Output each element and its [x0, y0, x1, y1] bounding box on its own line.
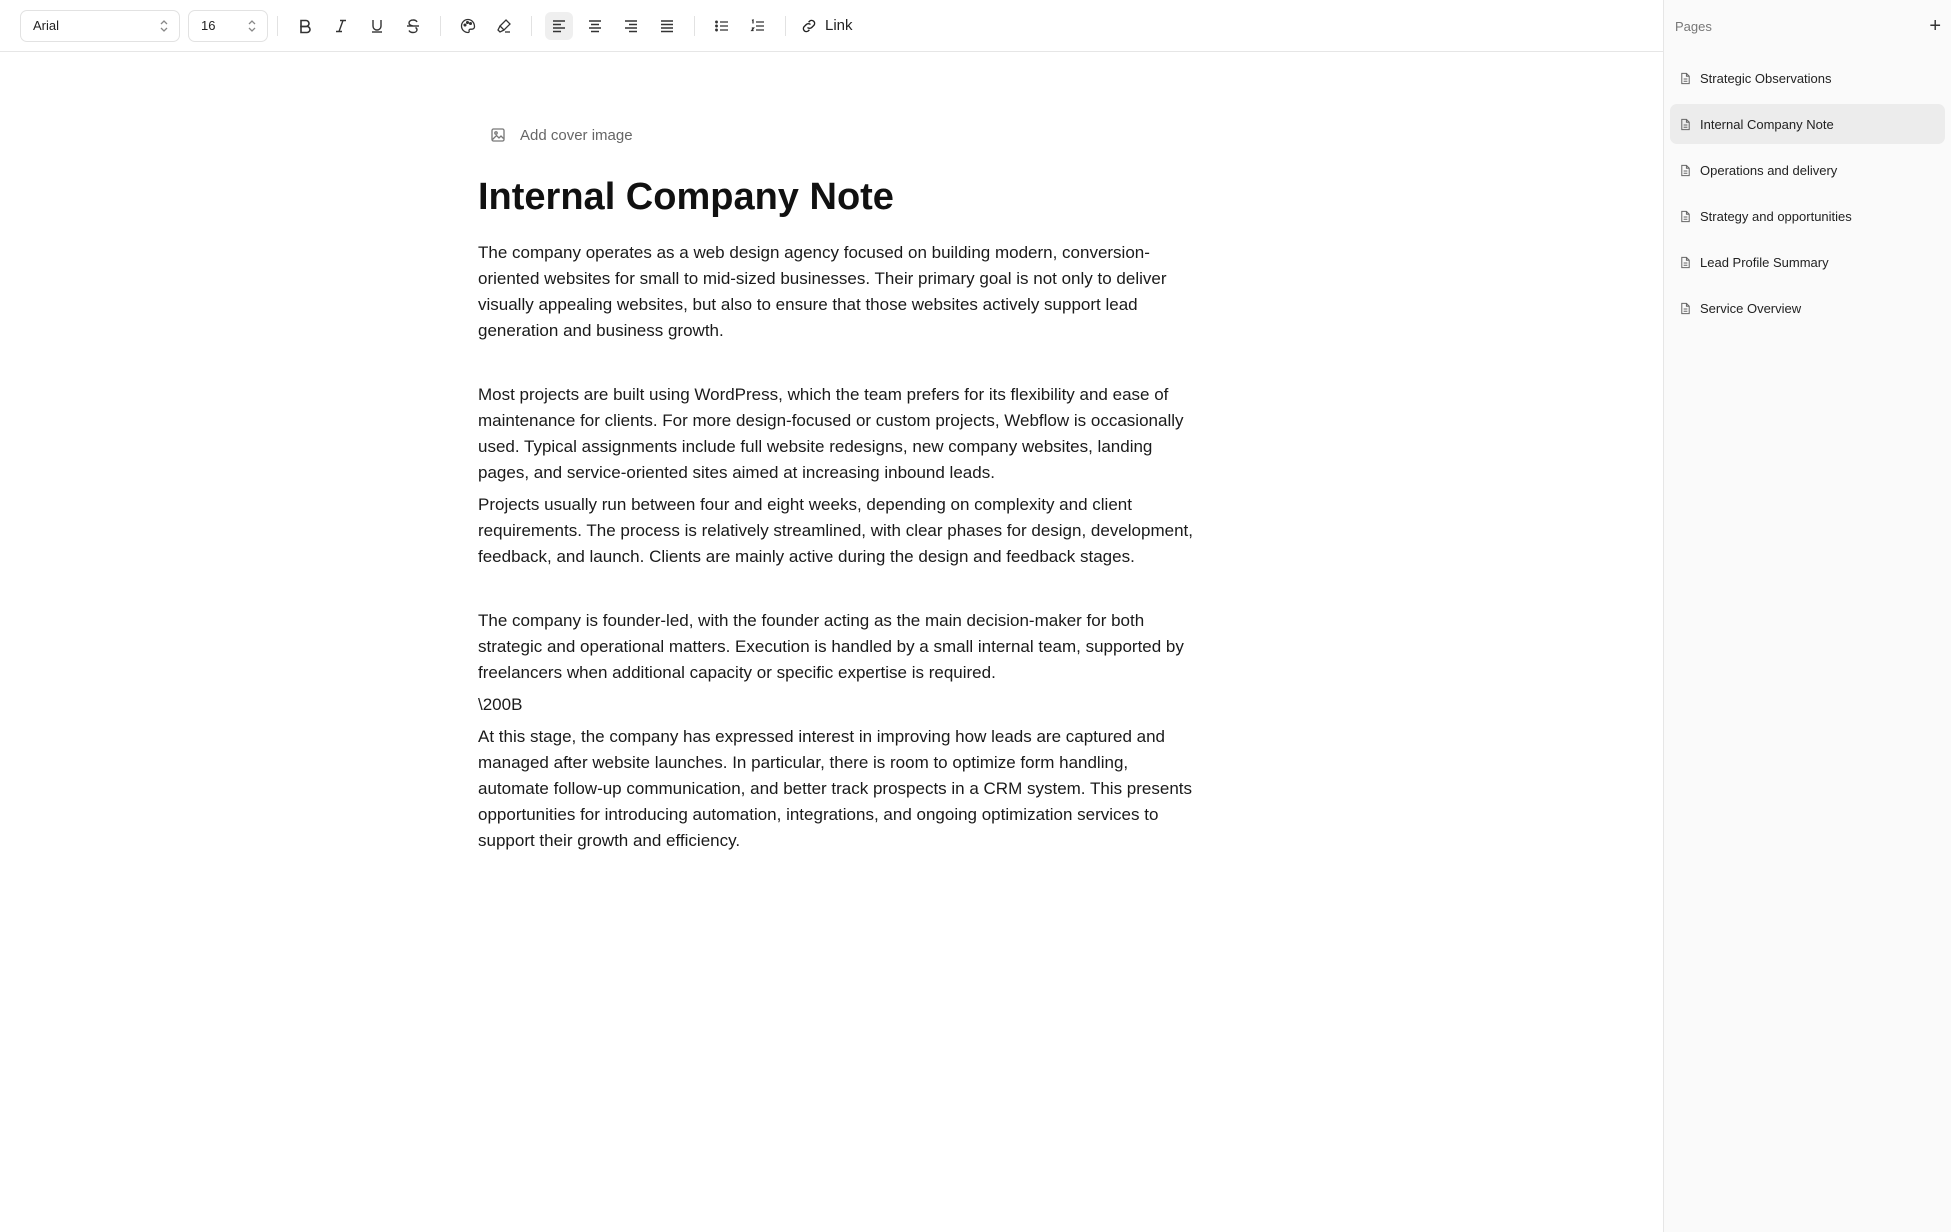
align-left-button[interactable]: [545, 12, 573, 40]
document-body[interactable]: [478, 120, 1194, 854]
align-center-icon: [587, 18, 603, 34]
italic-icon: [333, 18, 349, 34]
sidebar-item-label: Lead Profile Summary: [1700, 254, 1829, 270]
link-icon: [801, 18, 817, 34]
sidebar-item-label: Service Overview: [1700, 300, 1802, 316]
sidebar-item-lead-profile-summary[interactable]: [1670, 242, 1945, 282]
image-icon: [490, 127, 506, 143]
text-color-button[interactable]: [454, 12, 482, 40]
page-title[interactable]: Internal Company Note: [478, 176, 894, 218]
bullet-list-button[interactable]: [708, 12, 736, 40]
font-size-select[interactable]: [188, 10, 268, 42]
align-right-icon: [623, 18, 639, 34]
bold-icon: [297, 18, 313, 34]
toolbar-separator: [440, 16, 441, 36]
toolbar-separator: [531, 16, 532, 36]
align-justify-button[interactable]: [653, 12, 681, 40]
toolbar-separator: [694, 16, 695, 36]
document-icon: [1679, 164, 1692, 177]
sidebar-title: Pages: [1675, 18, 1712, 34]
document-icon: [1679, 302, 1692, 315]
paragraph[interactable]: \200B: [478, 695, 523, 714]
font-family-value: Arial: [33, 18, 60, 33]
insert-link-button[interactable]: [801, 17, 853, 34]
palette-icon: [460, 18, 476, 34]
paragraph[interactable]: Most projects are built using WordPress, which the team prefers for its flexibility and ease of maintenance for clients. For more design-focused or custom projects, Webflow is occasionally used. Typical assignments include full website redesigns, new company websites, landing pages, and service-oriented sites aimed at increasing inbound leads.: [478, 385, 1184, 482]
sidebar-item-strategy-and-opportunities[interactable]: [1670, 196, 1945, 236]
formatting-toolbar: [0, 0, 1663, 52]
strikethrough-icon: [405, 18, 421, 34]
underline-button[interactable]: [363, 12, 391, 40]
sidebar-item-service-overview[interactable]: [1670, 288, 1945, 328]
align-center-button[interactable]: [581, 12, 609, 40]
toolbar-separator: [277, 16, 278, 36]
font-size-value: 16: [201, 18, 216, 33]
add-cover-image-label: Add cover image: [520, 126, 633, 144]
bold-button[interactable]: [291, 12, 319, 40]
pages-sidebar: [1663, 0, 1951, 1232]
highlight-button[interactable]: [490, 12, 518, 40]
add-page-button[interactable]: +: [1929, 15, 1941, 37]
paragraph[interactable]: At this stage, the company has expressed interest in improving how leads are captured and managed after website launches. In particular, there is room to optimize form handling, automate follow-up communication, and better track prospects in a CRM system. This presents opportunities for introducing automation, integrations, and ongoing optimization services to support their growth and efficiency.: [478, 727, 1192, 850]
sidebar-item-operations-and-delivery[interactable]: [1670, 150, 1945, 190]
sidebar-item-internal-company-note[interactable]: [1670, 104, 1945, 144]
highlighter-icon: [496, 18, 512, 34]
strikethrough-button[interactable]: [399, 12, 427, 40]
sidebar-header: [1664, 0, 1951, 52]
bullet-list-icon: [714, 18, 730, 34]
sidebar-item-label: Internal Company Note: [1700, 116, 1834, 132]
align-justify-icon: [659, 18, 675, 34]
sidebar-item-label: Strategy and opportunities: [1700, 208, 1852, 224]
font-family-select[interactable]: [20, 10, 180, 42]
paragraph[interactable]: Projects usually run between four and eight weeks, depending on complexity and client requirements. The process is relatively streamlined, with clear phases for design, development, feedback, and launch. Clients are mainly active during the design and feedback stages.: [478, 495, 1193, 566]
document-icon: [1679, 256, 1692, 269]
align-right-button[interactable]: [617, 12, 645, 40]
sidebar-item-strategic-observations[interactable]: [1670, 58, 1945, 98]
paragraph[interactable]: The company is founder-led, with the founder acting as the main decision-maker for both strategic and operational matters. Execution is handled by a small internal team, supported by freelancers when additional capacity or specific expertise is required.: [478, 611, 1184, 682]
italic-button[interactable]: [327, 12, 355, 40]
align-left-icon: [551, 18, 567, 34]
chevron-up-down-icon: [159, 19, 169, 33]
paragraph[interactable]: The company operates as a web design agency focused on building modern, conversion-oriented websites for small to mid-sized businesses. Their primary goal is not only to deliver visually appealing websites, but also to ensure that those websites actively support lead generation and business growth.: [478, 243, 1167, 340]
document-icon: [1679, 72, 1692, 85]
document-icon: [1679, 118, 1692, 131]
toolbar-separator: [785, 16, 786, 36]
link-label: Link: [825, 17, 853, 34]
chevron-up-down-icon: [247, 19, 257, 33]
document-icon: [1679, 210, 1692, 223]
sidebar-item-label: Strategic Observations: [1700, 70, 1832, 86]
numbered-list-icon: [750, 18, 766, 34]
sidebar-item-label: Operations and delivery: [1700, 162, 1838, 178]
numbered-list-button[interactable]: [744, 12, 772, 40]
underline-icon: [369, 18, 385, 34]
page-list: [1664, 52, 1951, 328]
add-cover-image-button[interactable]: [490, 120, 1194, 150]
